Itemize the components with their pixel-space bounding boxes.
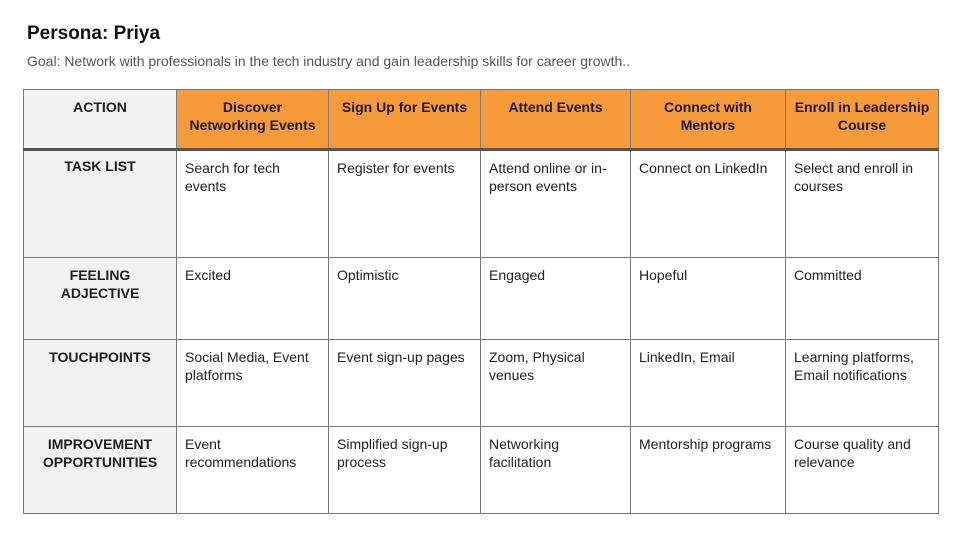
table-cell: Engaged bbox=[481, 258, 631, 340]
row-header: IMPROVEMENT OPPORTUNITIES bbox=[24, 427, 177, 514]
table-cell: Event sign-up pages bbox=[329, 340, 481, 427]
column-header: Attend Events bbox=[481, 90, 631, 150]
table-header-row bbox=[24, 90, 939, 150]
table-row bbox=[24, 427, 939, 514]
table-cell: Hopeful bbox=[631, 258, 786, 340]
page-title: Persona: Priya bbox=[27, 23, 161, 44]
table-cell: Connect on LinkedIn bbox=[631, 150, 786, 258]
row-header: TOUCHPOINTS bbox=[24, 340, 177, 427]
table-cell: Zoom, Physical venues bbox=[481, 340, 631, 427]
table-cell: Course quality and relevance bbox=[786, 427, 939, 514]
table-cell: Select and enroll in courses bbox=[786, 150, 939, 258]
row-header: FEELING ADJECTIVE bbox=[24, 258, 177, 340]
table-cell: Excited bbox=[177, 258, 329, 340]
corner-header: ACTION bbox=[24, 90, 177, 150]
goal-text: Goal: Network with professionals in the tech industry and gain leadership skills for career growth.. bbox=[27, 53, 631, 69]
table-cell: Register for events bbox=[329, 150, 481, 258]
table-cell: Event recommendations bbox=[177, 427, 329, 514]
table-row bbox=[24, 150, 939, 258]
column-header: Sign Up for Events bbox=[329, 90, 481, 150]
table-cell: Search for tech events bbox=[177, 150, 329, 258]
column-header: Enroll in Leadership Course bbox=[786, 90, 939, 150]
row-header: TASK LIST bbox=[24, 150, 177, 258]
column-header: Discover Networking Events bbox=[177, 90, 329, 150]
table-cell: Mentorship programs bbox=[631, 427, 786, 514]
table-cell: Networking facilitation bbox=[481, 427, 631, 514]
table-row bbox=[24, 340, 939, 427]
table-cell: Social Media, Event platforms bbox=[177, 340, 329, 427]
table-cell: LinkedIn, Email bbox=[631, 340, 786, 427]
table-cell: Simplified sign-up process bbox=[329, 427, 481, 514]
table-row bbox=[24, 258, 939, 340]
journey-map-table bbox=[23, 89, 939, 514]
table-cell: Learning platforms, Email notifications bbox=[786, 340, 939, 427]
table-cell: Optimistic bbox=[329, 258, 481, 340]
table-cell: Committed bbox=[786, 258, 939, 340]
table-cell: Attend online or in-person events bbox=[481, 150, 631, 258]
column-header: Connect with Mentors bbox=[631, 90, 786, 150]
